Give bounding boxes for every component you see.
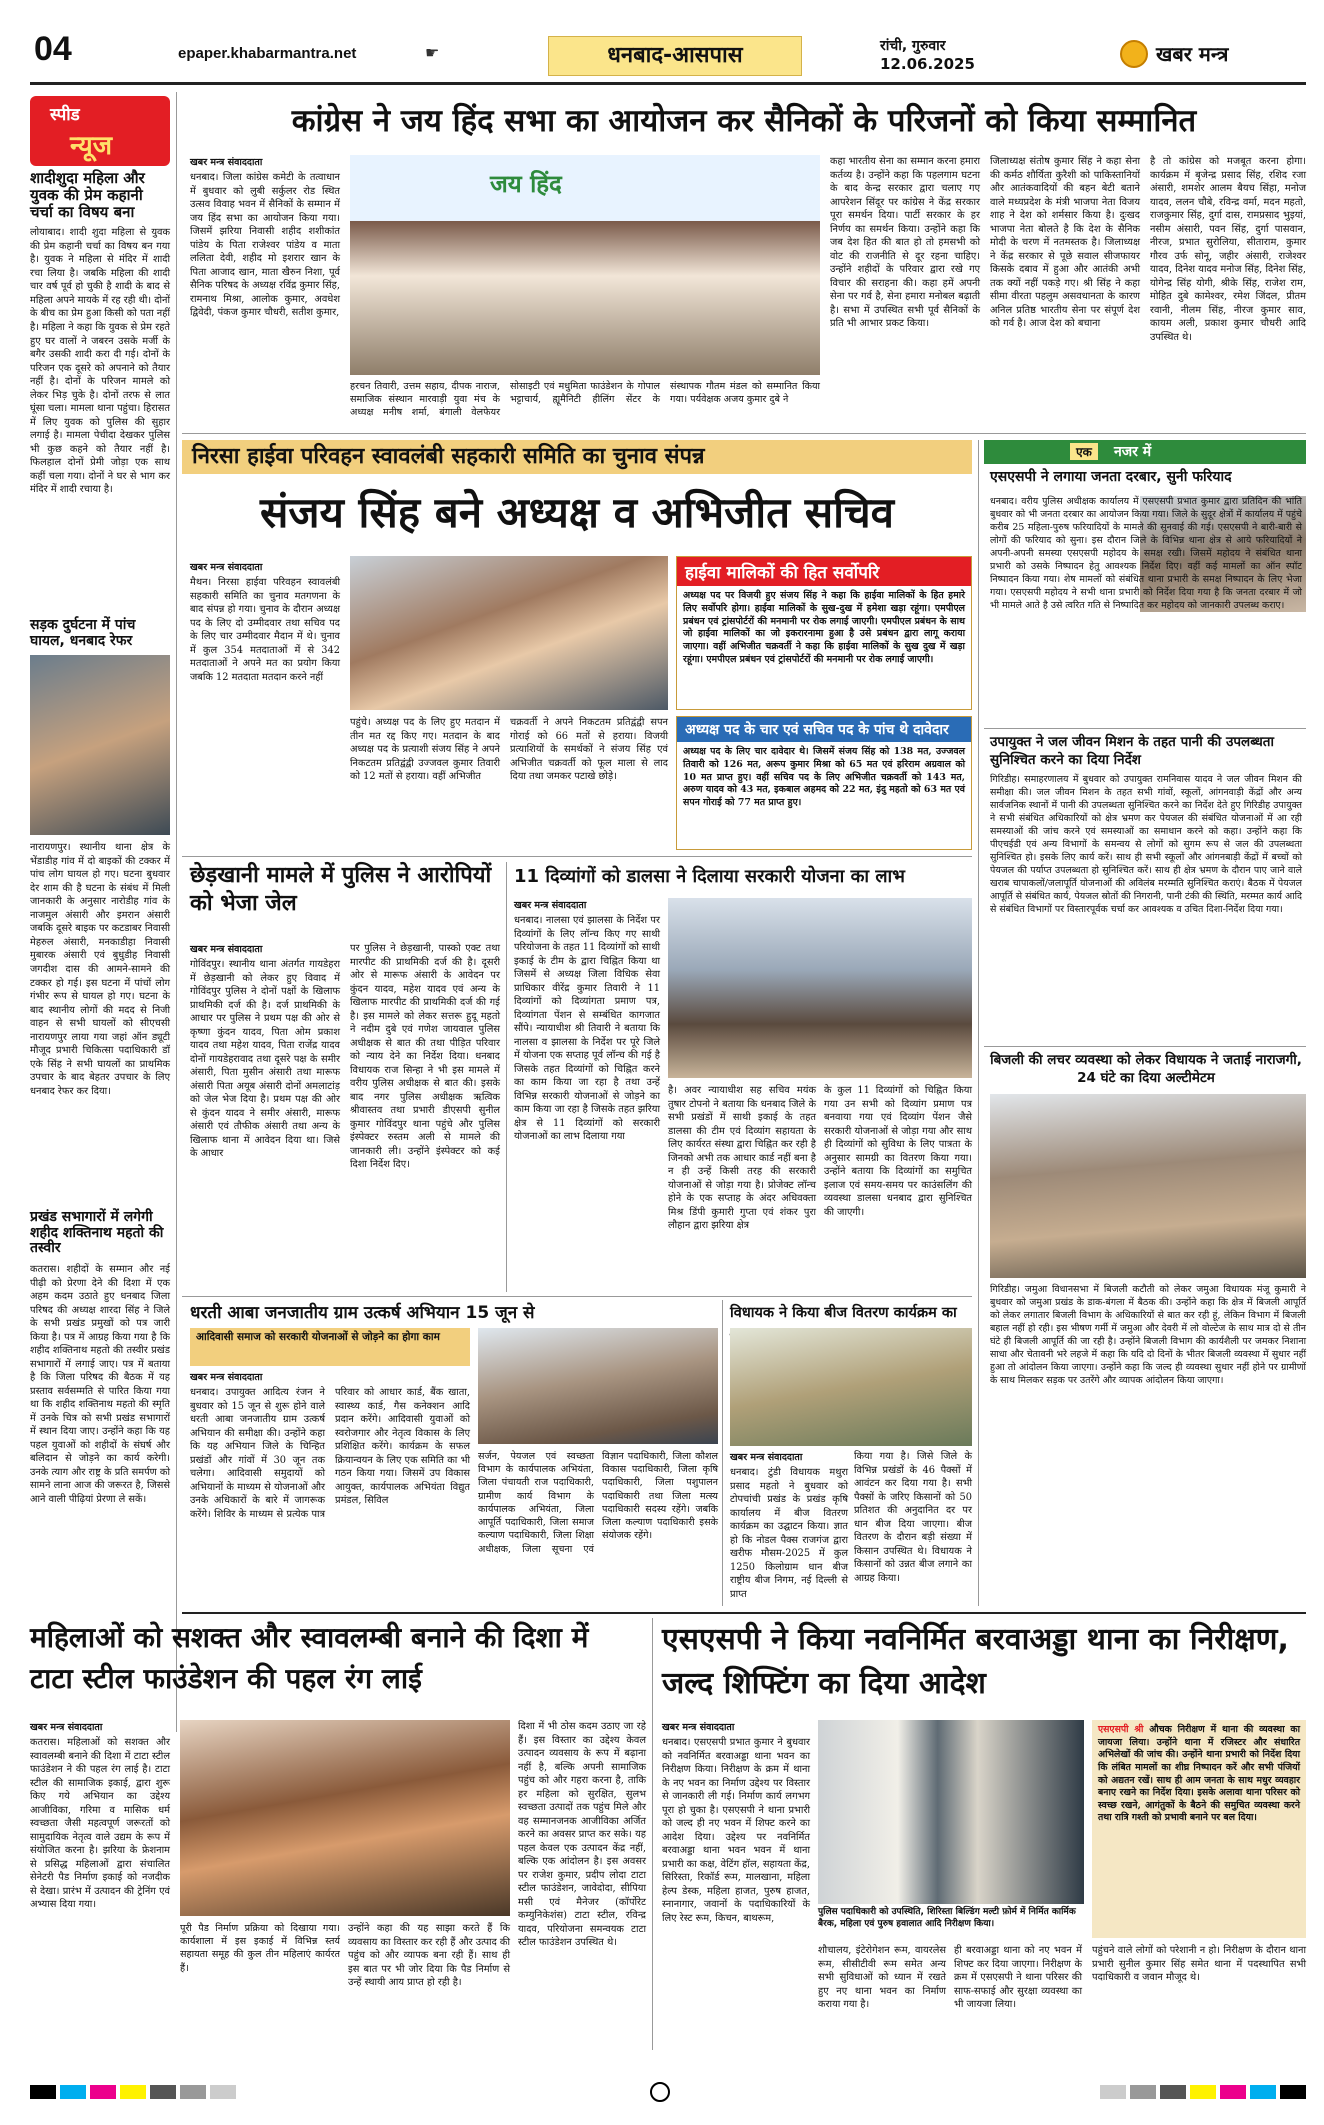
nazar-title: नजर में (1114, 444, 1152, 460)
story-title: सड़क दुर्घटना में पांच घायल, धनबाद रेफर (30, 617, 136, 649)
thana-col-3: ही बरवाअड्डा थाना को नए भवन में शिफ्ट कर दिया जाएगा। निरीक्षण के क्रम में एसएसपी ने थाना परिसर की साफ-सफाई और सुरक्षा व्यवस्था का भी जायजा लिया। (954, 1945, 1082, 2011)
speed-news-top: स्पीड (50, 105, 80, 125)
chhedkhani-col-2: पर पुलिस ने छेड़खानी, पास्को एक्ट तथा मारपीट की प्राथमिकी दर्ज की है। दूसरी ओर से मारूफ अंसारी के आवेदन पर कुंदन यादव, महेश यादव एवं अन्य के खिलाफ मारपीट की प्राथमिकी दर्ज की गई है। इस मामले को लेकर सत्तरू हुदू महतो ने नदीम दुबे एवं गणेश जायवाल पुलिस अधीक्षक से बात की तथा पीड़ित परिवार को न्याय देने का निर्देश दिया। धनबाद विधायक राज सिन्हा ने भी इस मामले में वरीय पुलिस अधीक्षक से बात की। इसके बाद नगर पुलिस अधीक्षक ऋत्विक श्रीवास्तव तथा प्रभारी डीएसपी सुनील कुमार गोविंदपुर थाना पहुंचे और पुलिस इंस्पेक्टर रुस्तम अली से मामले की जानकारी ली। उन्होंने इंस्पेक्टर को कई दिशा निर्देश दिए। (350, 943, 500, 1171)
section-title: धनबाद-आसपास (607, 43, 743, 68)
speed-news-badge (30, 96, 170, 166)
box-text: अध्यक्ष पद पर विजयी हुए संजय सिंह ने कहा कि हाईवा मालिकों के हित हमारे लिए सर्वोपरि होगा। हाईवा मालिकों के सुख-दुख में हमेशा खड़ा रहूंगा। एमपीएल प्रबंधन एवं ट्रांसपोर्टरों की मनमानी पर रोक लगाई जाएगी। एमपीएल प्रबंधन के साथ जो हाईवा मालिकों का जो इकरारनामा हुआ है उसे प्रबंधन द्वारा लागू कराया जाएगा। वहीं अभिजीत चक्रवर्ती ने कहा कि हाईवा मालिकों के सुख दुख में खड़ा रहूंगा। एमपीएल प्रबंधन एवं ट्रांसपोर्टरों की मनमानी पर रोक लगाई जाएगी। (683, 590, 965, 665)
logo-mark-icon (1120, 40, 1148, 68)
mahila-col-1 (30, 1720, 170, 2050)
divyang-col-3: के कुल 11 दिव्यांगों को चिह्नित किया गया उन सभी को दिव्यांग प्रमाण पत्र बनवाया गया एवं दिव्यांग पेंशन जैसे सरकारी योजनाओं से जोड़ा गया और साथ ही दिव्यांगों को सुविधा के लिए पात्रता के अनुसार सामग्री का वितरण किया गया। उन्होंने बताया कि दिव्यांगों का समुचित इलाज एवं समय-समय पर काउंसलिंग की व्यवस्था डालसा धनबाद द्वारा सुनिश्चित की जाएगी। (824, 1085, 972, 1218)
column-text: धनबाद। नालसा एवं झालसा के निर्देश पर दिव्यांगों के लिए लॉन्च किए गए साथी परियोजना के तहत 11 दिव्यांगों को साथी इकाई के टीम के द्वारा चिह्नित किया था जिसमें से अध्यक्ष जिला विधिक सेवा प्राधिकार वीरेंद्र कुमार तिवारी ने 11 दिव्यांगों को दिव्यांगता प्रमाण पत्र, दिव्यांगता पेंशन से सम्बंधित कागजात सौंपे। न्यायाधीश श्री तिवारी ने बताया कि नालसा व झालसा के निर्देश पर पूरे जिले में योजना एक सप्ताह पूर्व लॉन्च की गई है जिसके तहत दिव्यांगों को चिह्नित करने का काम किया जा रहा है तथा उन्हें विभिन्न सरकारी योजनाओं से जोड़ने का काम किया जा रहा है जिसके तहत झरिया क्षेत्र से 11 दिव्यांगों को सरकारी योजनाओं का लाभ दिलाया गया (514, 915, 660, 1143)
mahila-photo (180, 1720, 510, 1916)
box-text: औचक निरीक्षण में थाना की व्यवस्था का जायजा लिया। उन्होंने थाना में रजिस्टर और संधारित अभिलेखों की जांच की। उन्होंने थाना प्रभारी को निर्देश दिया कि लंबित मामलों का शीघ्र निष्पादन करें और सभी पंजियों को अद्यतन रखें। साथ ही आम जनता के साथ मधुर व्यवहार बनाए रखने का निर्देश दिया। इसके अलावा थाना परिसर को स्वच्छ रखने, आगंतुकों के बैठने की समुचित व्यवस्था करने तथा रात्रि गश्ती को प्रभावी बनाने पर बल दिया। (1098, 1724, 1300, 1824)
divyang-headline: 11 दिव्यांगों को डालसा ने दिलाया सरकारी योजना का लाभ (514, 866, 905, 887)
box-title: अध्यक्ष पद के चार एवं सचिव पद के पांच थे दावेदार (677, 717, 971, 742)
cursor-icon: ☛ (425, 43, 440, 62)
print-registration-bar (30, 2082, 1306, 2102)
thana-col-1 (662, 1720, 810, 2050)
thana-photo (818, 1720, 1084, 1904)
registration-mark-icon (650, 2082, 670, 2102)
story-body: नारायणपुर। स्थानीय थाना क्षेत्र के भेंडाडीह गांव में दो बाइकों की टक्कर में पांच लोग घायल हो गए। घटना बुधवार देर शाम की है घटना के संबंध में मिली जानकारी के अनुसार नारोडीह गांव के नाजमुल अंसारी और इमरान अंसारी जबकि दूसरे बाइक पर कटडाबर निवासी मेहरुल अंसारी, मनकाडीहा निवासी मुबारक अंसारी एवं बुधुडीह निवासी जगदीश दास की आमने-सामने की टक्कर हो गई। इस घटना में पांचों लोग गंभीर रूप से घायल हो गए। घटना के बाद स्थानीय लोगों की मदद से निजी वाहन से सभी घायलों को सीएचसी नारायणपुर लाया गया जहां ऑन ड्यूटी मौजूद प्रभारी चिकित्सा पदाधिकारी डॉ एके सिंह ने सभी घायलों का प्राथमिक उपचार के बाद बेहतर उपचार के लिए धनबाद रेफर कर दिया। (30, 842, 170, 1097)
nirsa-col-2: पहुंचे। अध्यक्ष पद के लिए हुए मतदान में तीन मत रद्द किए गए। मतदान के बाद अध्यक्ष पद के प्रत्याशी संजय सिंह ने अपने निकटतम प्रतिद्वंद्वी उज्जवल कुमार तिवारी को 12 मतों से हराया। वहीं अभिजीत (350, 717, 500, 783)
story-body: कतरास। शहीदों के सम्मान और नई पीढ़ी को प्रेरणा देने की दिशा में एक अहम कदम उठाते हुए धनबाद जिला परिषद की अध्यक्ष शारदा सिंह ने जिले के सभी प्रखंड प्रमुखों को पत्र जारी किया है। पत्र में आग्रह किया गया है कि शहीद शक्तिनाथ महतो की तस्वीर प्रखंड सभागारों में लगाई जाए। पत्र में बताया है कि जिला परिषद की बैठक में यह प्रस्ताव सर्वसम्मति से पारित किया गया था कि शहीद शक्तिनाथ महतो की स्मृति में उनके चित्र को सभी प्रखंड सभागारों में स्थान दिया जाए। उन्होंने कहा कि यह पहल युवाओं को शहीदों के संघर्ष और बलिदान से जोड़ने का कार्य करेगी। उनके त्याग और राष्ट्र के प्रति समर्पण को सामने लाना आज की जरूरत है, जिससे आने वाली पीढ़ियां प्रेरणा ले सकें। (30, 1264, 170, 1505)
ek-nazar-s3-body: गिरिडीह। जमुआ विधानसभा में बिजली कटौती को लेकर जमुआ विधायक मंजू कुमारी ने बुधवार को जमुआ प्रखंड के डाक-बंगला में बैठक की। उन्होंने कहा कि क्षेत्र में बिजली आपूर्ति को लेकर लगातार बिजली विभाग के अधिकारियों से बात कर रही हूं, लेकिन विभाग में बिजली बहाल नहीं हो रही। इस भीषण गर्मी में जमुआ और देवरी में लो वोल्टेज के साथ मात्र दो से तीन घंटे ही बिजली आपूर्ति की जा रही है। उन्होंने बिजली विभाग की कार्यशैली पर जमकर निशाना साधा और चेतावनी भरे लहजे में कहा कि यदि दो दिनों के भीतर बिजली व्यवस्था में सुधार नहीं हुआ तो आंदोलन किया जाएगा। उन्होंने कहा कि जल्द ही व्यवस्था सुधार नहीं होने पर ग्रामीणों के साथ मिलकर सड़क पर उतरेंगे और व्यापक आंदोलन किया जाएगा। (990, 1284, 1306, 1386)
divyang-photo (668, 898, 972, 1078)
mahila-col-2: उन्होंने कहा की यह साझा करते हैं कि व्यवसाय का विस्तार कर रही हैं और उत्पाद की पहुंच को और व्यापक बना रही हैं। साथ ही इस बात पर भी जोर दिया कि पैड निर्माण से उन्हें स्थायी आय प्राप्त हो रही है। (348, 1923, 510, 1989)
nirsa-headline: संजय सिंह बने अध्यक्ष व अभिजीत सचिव (260, 488, 894, 537)
dharti-headline: धरती आबा जनजातीय ग्राम उत्कर्ष अभियान 15 जून से (190, 1303, 535, 1323)
ek-nazar-s2-title: उपायुक्त ने जल जीवन मिशन के तहत पानी की उपलब्धता सुनिश्चित करने का दिया निर्देश (990, 734, 1274, 768)
dharti-photo (478, 1328, 718, 1444)
byline: खबर मन्त्र संवाददाता (190, 157, 263, 168)
column-text: धनबाद। टुंडी विधायक मथुरा प्रसाद महतो ने बुधवार को टोपचांची प्रखंड के प्रखंड कृषि कार्यालय में बीज वितरण कार्यक्रम का उद्घाटन किया। ज्ञात हो कि नोडल पैक्स राजगंज द्वारा खरीफ मौसम-2025 में कुल 1250 किलोग्राम धान बीज राष्ट्रीय बीज निगम, नई दिल्ली से प्राप्त (730, 1467, 848, 1600)
ek-nazar-s3-photo (990, 1094, 1306, 1278)
congress-col-2: कहा भारतीय सेना का सम्मान करना हमारा कर्तव्य है। उन्होंने कहा कि पहलगाम घटना के बाद केन्द्र सरकार द्वारा चलाए गए आपरेशन सिंदूर पर कांग्रेस ने केंद्र सरकार पूरा समर्थन दिया। पार्टी सरकार के हर निर्णय का समर्थन किया। उन्होंने कहा कि जब देश हित की बात हो तो हमसभी को वोट की राजनीति से दूर रहना चाहिए। उन्होंने शहीदों के परिवार द्वारा रखे गए विचार की सराहना की। कहा हमें अपनी सेना पर गर्व है, सेना हमारा मनोबल बढ़ाती है। सभा में उपस्थित सभी पूर्व सैनिकों के प्रति भी आभार प्रकट किया। (830, 156, 980, 330)
thana-box (1092, 1720, 1306, 1938)
dateline-city: रांची, गुरुवार (880, 38, 946, 54)
vidhayak-col-2: किया गया है। जिसे जिले के विभिन्न प्रखंडों के 46 पैक्सों में आवंटन कर दिया गया है। सभी पैक्सों के जरिए किसानों को 50 प्रतिशत की अनुदानित दर पर धान बीज दिया जाएगा। बीज वितरण के दौरान बड़ी संख्या में किसान उपस्थित थे। विधायक ने किसानों को उन्नत बीज लगाने का आग्रह किया। (854, 1451, 972, 1584)
page-number: 04 (34, 30, 72, 68)
chhedkhani-col-1 (190, 942, 340, 1290)
mahila-caption: पूरी पैड निर्माण प्रक्रिया को दिखाया गया। कार्यशाला में इस इकाई में विभिन्न स्तर्य सहायता समूह की कुल तीन महिलाएं कार्यरत हैं। (180, 1923, 340, 1974)
byline: खबर मन्त्र संवाददाता (30, 1722, 103, 1733)
divyang-col-2: है। अवर न्यायाधीश सह सचिव मयंक तुषार टोपनो ने बताया कि धनबाद जिले के सभी प्रखंडों में साथी इकाई के तहत डालसा की टीम एवं दिव्यांग सहायता के लिए कार्यरत संस्था द्वारा चिह्नित कर रही है जिनको अभी तक आधार कार्ड नहीं बना है न ही उन्हें किसी तरह की सरकारी योजनाओं से जोड़ा गया है। प्रोजेक्ट लॉन्च होने के एक सप्ताह के अंदर अधिवक्ता मिश्र डिंपी कुमारी गुप्ता एवं शंकर पुरा लौहान द्वारा झरिया क्षेत्र (668, 1085, 816, 1232)
column-text: धनबाद। एसएसपी प्रभात कुमार ने बुधवार को नवनिर्मित बरवाअड्डा थाना भवन का निरीक्षण किया। निरीक्षण के क्रम में थाना के नए भवन का निर्माण उद्देश्य पर विस्तार से जानकारी ली गई। निर्माण कार्य लगभग पूरा हो चुका है। एसएसपी ने थाना प्रभारी को जल्द ही नए भवन में शिफ्ट करने का आदेश दिया। उद्देश्य पर नवनिर्मित बरवाअड्डा थाना भवन भवन में थाना प्रभारी का कक्ष, वेटिंग हॉल, सहायता केंद्र, सिरिस्ता, रिकॉर्ड रूम, मालखाना, महिला हेल्प डेस्क, महिला हाजत, पुरुष हाजत, स्नानागार, जवानों के पदाधिकारियों के लिए रेस्ट रूम, किचन, बाथरूम, (662, 1737, 810, 1924)
ek-tag: एक (1070, 443, 1098, 460)
thana-col-2: शौचालय, इंटेरोगेशन रूम, वायरलेस रूम, सीसीटीवी रूम समेत अन्य सभी सुविधाओं को ध्यान में रखते हुए नए थाना भवन का निर्माण कराया गया है। (818, 1945, 946, 2011)
ek-nazar-band (984, 440, 1306, 464)
byline: खबर मन्त्र संवाददाता (662, 1722, 735, 1733)
section-band (548, 36, 802, 76)
thana-caption: पुलिस पदाधिकारी को उपस्थिति, शिरिस्ता बिल्डिंग मल्टी फ़ोर्म में निर्मित कार्मिक बैरक, महिला एवं पुरुष हवालात आदि निरीक्षण किया। (818, 1907, 1076, 1930)
website-url[interactable]: epaper.khabarmantra.net (178, 45, 357, 62)
mahila-headline: महिलाओं को सशक्त और स्वावलम्बी बनाने की दिशा में टाटा स्टील फाउंडेशन की पहल रंग लाई (30, 1621, 589, 1695)
logo-text: खबर मन्त्र (1156, 42, 1229, 66)
box-title: एसएसपी श्री (1098, 1724, 1144, 1735)
congress-headline: कांग्रेस ने जय हिंद सभा का आयोजन कर सैनिकों के परिजनों को किया सम्मानित (291, 103, 1197, 139)
vidhayak-photo (730, 1328, 972, 1446)
nirsa-photo (350, 556, 668, 710)
byline: खबर मन्त्र संवाददाता (190, 944, 263, 955)
ek-nazar-s2-body: गिरिडीह। समाहरणालय में बुधवार को उपायुक्त रामनिवास यादव ने जल जीवन मिशन की समीक्षा की। जल जीवन मिशन के तहत सभी गांवों, स्कूलों, आंगनवाड़ी केंद्रों और अन्य सार्वजनिक स्थानों में पानी की उपलब्धता सुनिश्चित करने का निर्देश देते हुए गिरिडीह उपायुक्त ने सभी संबंधित अधिकारियों को क्षेत्र भ्रमण कर पेयजल की संबंधित योजनाओं में आ रही समस्याओं की जांच करने एवं समस्याओं का समाधान करने को कहा। उन्होंने कहा कि पीएचईडी एवं अन्य विभागों के समन्वय से लोगों को सुगम रूप से जल की उपलब्धता सुनिश्चित हो। इसके लिए कार्य करें। साथ ही सभी स्कूलों और आंगनबाड़ी केंद्रों में बच्चों को पेयजल की पर्याप्त उपलब्धता हो सुनिश्चित करें। साथ ही क्षेत्र भ्रमण के दौरान पाए जाने वाले खराब चापाकलों/जलापूर्ति योजनाओं की अविलंब मरम्मति सुनिश्चित कराएं। बैठक में पेयजल आपूर्ति से संबंधित कार्य, पेयजल स्रोतों की निगरानी, पानी टंकी की स्थिति, मरम्मत कार्य आदि से संबंधित विभागों पर विस्तारपूर्वक चर्चा कर आवश्यक व उचित दिशा-निर्देश दिया गया। (990, 774, 1302, 915)
column-text: कतरास। महिलाओं को सशक्त और स्वावलम्बी बनाने की दिशा में टाटा स्टील फाउंडेशन ने की पहल रंग लाई है। टाटा स्टील की सामाजिक इकाई, द्वारा शुरू किए गये अभियान का उद्देश्य आजीविका, गरिमा व मासिक धर्म स्वच्छता जैसी महत्वपूर्ण जरूरतों को सामुदायिक नेतृत्व वाले उद्यम के रूप में संयोजित करना है। झरिया के फ्रेशनाम से प्रसिद्ध महिलाओं द्वारा संचालित सेनेटरी पैड निर्माण इकाई को नजदीक से देखा। प्रारंभ में उत्पादन की ट्रेनिंग एवं अभ्यास दिया गया। (30, 1737, 170, 1911)
box-text: अध्यक्ष पद के लिए चार दावेदार थे। जिसमें संजय सिंह को 138 मत, उज्जवल तिवारी को 126 मत, अरूप कुमार मिश्रा को 65 मत एवं हरिराम अग्रवाल को 10 मत प्राप्त हुए। वहीं सचिव पद के लिए अभिजीत चक्रवर्ती को 143 मत, अरुण यादव को 43 मत, इकबाल अहमद को 22 मत, इंदु महतो को 63 मत एवं सपन गोराई को 77 मत प्राप्त हुए। (683, 746, 965, 809)
ek-nazar-s1-body: धनबाद। वरीय पुलिस अधीक्षक कार्यालय में एसएसपी प्रभात कुमार द्वारा प्रतिदिन की भांति बुधवार को भी जनता दरबार का आयोजन किया गया। जिले के सुदूर क्षेत्रों में कार्यालय में पहुंचे करीब 25 महिला-पुरुष फरियादियों के मामले की सुनवाई की गई। एसएसपी ने बारी-बारी से लोगों की फरियाद को सुना। इस दौरान जिले के विभिन्न थाना क्षेत्र से आये फरियादियों ने अपनी-अपनी समस्या एसएसपी महोदय के समक्ष रखी। जिसमें महोदय ने संबंधित थाना प्रभारी को उसके निष्पादन हेतु आवश्यक निर्देश दिए। वहीं कई मामलों का ऑन स्पॉट निष्पादन किया गया। शेष मामलों को संबंधित थाना प्रभारी के समक्ष निष्पादन के लिए भेजा गया। एसएसपी महोदय ने सभी थाना प्रभारी को निर्देश दिया गया है कि जनता दरबार में जो भी मामले आते है उसे त्वरित गति से निष्पादित कर महोदय को जानकारी उपलब्ध कराए। (990, 496, 1302, 611)
divyang-col-1 (514, 898, 660, 1290)
brand-logo (1120, 36, 1306, 76)
story-title: प्रखंड सभागारों में लगेगी शहीद शक्तिनाथ महतो की तस्वीर (30, 1209, 164, 1257)
byline: खबर मन्त्र संवाददाता (190, 1372, 263, 1383)
congress-photo-caption: हरचन तिवारी, उत्तम सहाय, दीपक नाराज, समाजिक संस्थान मारवाड़ी युवा मंच के अध्यक्ष मनीष शर्मा, बंगाली वेलफेयर सोसाइटी एवं मधुमिता फाउंडेशन के गोपाल भट्टाचार्य, ह्यूमैनिटी हीलिंग सेंटर के संस्थापक गौतम मंडल को सम्मानित किया गया। पर्यवेक्षक अजय कुमार दुबे ने (350, 381, 820, 419)
mahila-col-4: दिशा में भी ठोस कदम उठाए जा रहे हैं। इस विस्तार का उद्देश्य केवल उत्पादन व्यवसाय के रूप में बढ़ाना नहीं है, बल्कि अपनी सामाजिक पहुंच को और गहरा करना है, ताकि हर महिला को सुरक्षित, सुलभ स्वच्छता उत्पादों तक पहुंच मिले और वह सम्मानजनक आजीविका अर्जित करने का अवसर प्राप्त कर सके। यह पहल केवल एक उत्पादन केंद्र नहीं, बल्कि एक आंदोलन है। इस अवसर पर राजेश कुमार, प्रदीप लोदा टाटा स्टील फाउंडेशन, जावेदोदा, सीपिया मसी एवं मैनेजर (कॉर्पोरेट कम्युनिकेशंस) टाटा स्टील, रविन्द्र यादव, परियोजना समन्वयक टाटा स्टील फाउंडेशन उपस्थित थे। (518, 1721, 646, 1949)
dharti-col-1 (190, 1370, 470, 1604)
dharti-caption: सर्जन, पेयजल एवं स्वच्छता विभाग के कार्यपालक अभियंता, जिला पंचायती राज पदाधिकारी, ग्रामीण कार्य विभाग के कार्यपालक अभियंता, जिला आपूर्ति पदाधिकारी, जिला समाज कल्याण पदाधिकारी, जिला शिक्षा अधीक्षक, जिला सूचना एवं विज्ञान पदाधिकारी, जिला कौशल विकास पदाधिकारी, जिला कृषि पदाधिकारी, जिला पशुपालन पदाधिकारी तथा जिला मत्स्य पदाधिकारी सदस्य रहेंगे। जबकि जिला कल्याण पदाधिकारी इसके संयोजक रहेंगे। (478, 1451, 718, 1555)
vidhayak-headline: विधायक ने किया बीज वितरण कार्यक्रम का (730, 1305, 957, 1321)
congress-col-1 (190, 155, 340, 425)
column-text: धनबाद। जिला कांग्रेस कमेटी के तत्वाधान में बुधवार को लुबी सर्कुलर रोड स्थित उत्सव विवाह भवन में सैनिकों के सम्मान में जय हिंद सभा का आयोजन किया गया। जिसमें झरिया निवासी शहीद शशीकांत पांडेय के पिता राजेश्वर पांडेय व माता ललिता देवी, शहीद मो इशरार खान के पिता आजाद खान, माता खैरुन निशा, पूर्व सैनिक परिषद के अध्यक्ष रविंद्र कुमार सिंह, रामनाथ मिश्रा, आलोक कुमार, अवधेश द्विवेदी, पंकज कुमार चौधरी, सतीश कुमार, (190, 172, 340, 319)
column-text: धनबाद। उपायुक्त आदित्य रंजन ने बुधवार को 15 जून से शुरू होने वाले धरती आबा जनजातीय ग्राम उत्कर्ष अभियान की समीक्षा की। उन्होंने कहा कि यह अभियान जिले के चिन्हित प्रखंडों और गांवों में 30 जून तक चलेगा। आदिवासी समुदायों को अभियानों के माध्यम से योजनाओं और उनके अधिकारों के बारे में जागरूक करेंगे। शिविर के माध्यम से प्रत्येक पात्र परिवार को आधार कार्ड, बैंक खाता, स्वास्थ्य कार्ड, गैस कनेक्शन आदि प्रदान करेंगे। आदिवासी युवाओं को स्वरोजगार और नेतृत्व विकास के लिए प्रशिक्षित करेंगे। कार्यक्रम के सफल क्रियान्वयन के लिए एक समिति का भी गठन किया गया। जिसमें उप विकास आयुक्त, कार्यपालक अभियंता विद्युत प्रमंडल, सिविल (190, 1387, 470, 1520)
congress-col-3: जिलाध्यक्ष संतोष कुमार सिंह ने कहा सेना की कर्मठ शौर्यिता कुरैशी को पाकिस्तानियों और आतंकवादियों की बहन बेटी बताने वाले मध्यप्रदेश के मंत्री भाजपा नेता विजय शाह ने देश को शर्मसार किया है। दुःखद भाजपा नेता बोलते है कि देश के सैनिक मोदी के चरण में नतमस्तक है। जिलाध्यक्ष ने केंद्र सरकार से पूछे सवाल सीजफायर किसके दबाव में हुआ और आतंकी अभी तक क्यों नहीं पकड़े गए। श्री सिंह ने कहा सीमा वीरता पहलुम असवधानता के कारण अनिल प्रतिष्ठ भारतीय सेना पर संपूर्ण देश को गर्व है। आज देश को बचाना (990, 156, 1140, 330)
congress-col-4: है तो कांग्रेस को मजबूत करना होगा। कार्यक्रम में बृजेन्द्र प्रसाद सिंह, रशिद रजा अंसारी, शमशेर आलम बैयच सिंहा, मनोज यादव, ललन चौबे, रविन्द्र वर्मा, मदन महतो, राजकुमार सिंह, दुर्गा दास, रामप्रसाद भुइयां, नसीम अंसारी, पवन सिंह, दुर्गा पासवान, नीरज, प्रभात सुरोलिया, सीताराम, कुमार गौरव उर्फ सोनू, जहीर अंसारी, राजेश्वर यादव, दिनेश यादव मनोज सिंह, दिनेश सिंह, योगेन्द्र सिंह योगी, श्रीके सिंह, राजेश राम, मोहित दुबे कामेश्वर, रमेश जिंदल, प्रीतम रवानी, नीलम सिंह, नीरज कुमार साव, कायम अली, प्रकाश कुमार चौधरी आदि उपस्थित थे। (1150, 156, 1306, 343)
speed-news-bottom: न्यूज (70, 131, 113, 161)
byline: खबर मन्त्र संवाददाता (730, 1452, 803, 1463)
vidhayak-col-1 (730, 1450, 848, 1604)
dharti-kicker: आदिवासी समाज को सरकारी योजनाओं से जोड़ने का होगा काम (190, 1328, 470, 1366)
thana-col-4: पहुंचने वाले लोगों को परेशानी न हो। निरीक्षण के दौरान थाना प्रभारी सुनील कुमार सिंह समेत थाना में पदस्थापित सभी पदाधिकारी व जवान मौजूद थे। (1092, 1945, 1306, 1984)
story-title: शादीशुदा महिला और युवक की प्रेम कहानी चर्चा का विषय बना (30, 169, 145, 221)
column-text: गोविंदपुर। स्थानीय थाना अंतर्गत गायडेहरा में छेड़खानी को लेकर हुए विवाद में गोविंदपुर पुलिस ने दोनों पक्षों के खिलाफ प्राथमिकी दर्ज की है। दर्ज प्राथमिकी के आधार पर पुलिस ने प्रथम पक्ष की ओर से कृष्णा कुंदन यादव, पिता ओम प्रकाश यादव तथा महेश यादव, पिता राजेंद्र यादव दोनों गायडेहरावाद तथा दूसरे पक्ष के समीर अंसारी, पिता मुसीन अंसारी तथा मारूफ अंसारी पिता अयूब अंसारी दोनों अमलाटांड़ को जेल भेज दिया है। प्रथम पक्ष की ओर से कुंदन यादव ने समीर अंसारी, मारूफ अंसारी एवं तौफीक अंसारी तथा अन्य के खिलाफ थाना में आवेदन दिया था। जिसे के आधार (190, 959, 340, 1160)
byline: खबर मन्त्र संवाददाता (514, 900, 587, 911)
thana-headline: एसएसपी ने किया नवनिर्मित बरवाअड्डा थाना का निरीक्षण, जल्द शिफ्टिंग का दिया आदेश (662, 1622, 1289, 1701)
page-header (0, 0, 1324, 84)
box-title: हाईवा मालिकों की हित सर्वोपरि (677, 557, 971, 586)
story-sadak-durghatna (30, 618, 170, 1206)
story-prem-kahani (30, 170, 170, 614)
accident-photo (30, 655, 170, 835)
dateline-date: 12.06.2025 (880, 55, 975, 73)
chhedkhani-headline: छेड़खानी मामले में पुलिस ने आरोपियों को भेजा जेल (190, 863, 492, 916)
story-body: लोयाबाद। शादी शुदा महिला से युवक की प्रेम कहानी चर्चा का विषय बन गया है। युवक ने महिला से मंदिर में शादी रचा लिया है। जबकि महिला की शादी चार वर्ष पूर्व हो चुकी है शादी के बाद से महिला अपने मायके में रह रही थी। दोनों के बीच का प्रेम हुआ किसी को पता नहीं है। महिला ने कहा कि युवक से प्रेम रहते हुए घर वालों ने जबरन उसके मर्जी के बगैर उसकी शादी करा दी गई। दोनों के परिजन एक दूसरे को अपनाने को तैयार नहीं है। दोनों के परिजन मामले को लेकर भिड़ चुके है। दोनों तरफ से लात घूंसा चला। मामला थाना पहुंचा। हिरासत में लिए युवक को पुलिस की सुहार लगाई है। मामला पेचीदा देखकर पुलिस भी कुछ कहने को तैयार नहीं है। फिलहाल दोनों प्रेमी जोड़ा एक साथ कहीं चला गया। दोनों ने घर से भाग कर मंदिर में शादी रचाया है। (30, 227, 170, 496)
nirsa-box-2 (676, 716, 972, 850)
nirsa-col-3: चक्रवर्ती ने अपने निकटतम प्रतिद्वंद्वी सपन गोराई को 66 मतों से हराया। विजयी प्रत्याशियों के समर्थकों ने संजय सिंह एवं अभिजीत चक्रवर्ती को फूल माला से लाद दिया तथा जमकर पटाखे छोड़े। (510, 717, 668, 783)
nirsa-col-1 (190, 560, 340, 850)
congress-photo: जय हिंद (350, 155, 820, 375)
nirsa-box-1 (676, 556, 972, 710)
ek-nazar-s3-title: बिजली की लचर व्यवस्था को लेकर विधायक ने जताई नाराजगी, 24 घंटे का दिया अल्टीमेटम (990, 1052, 1302, 1086)
ek-nazar-s1-title: एसएसपी ने लगाया जनता दरबार, सुनी फरियाद (990, 469, 1232, 485)
byline: खबर मन्त्र संवाददाता (190, 562, 263, 573)
column-text: मैथन। निरसा हाईवा परिवहन स्वावलंबी सहकारी समिति का चुनाव मतगणना के बाद संपन्न हो गया। चुनाव के दौरान अध्यक्ष पद के लिए दो उम्मीदवार तथा सचिव पद के लिए चार उम्मीदवार मैदान में थे। चुनाव में कुल 354 मतदाताओं में से 342 मतदाताओं ने अपने मत का प्रयोग किया जबकि 12 मतदाता मतदान करने नहीं (190, 577, 340, 683)
nirsa-kicker: निरसा हाईवा परिवहन स्वावलंबी सहकारी समिति का चुनाव संपन्न (182, 440, 972, 474)
